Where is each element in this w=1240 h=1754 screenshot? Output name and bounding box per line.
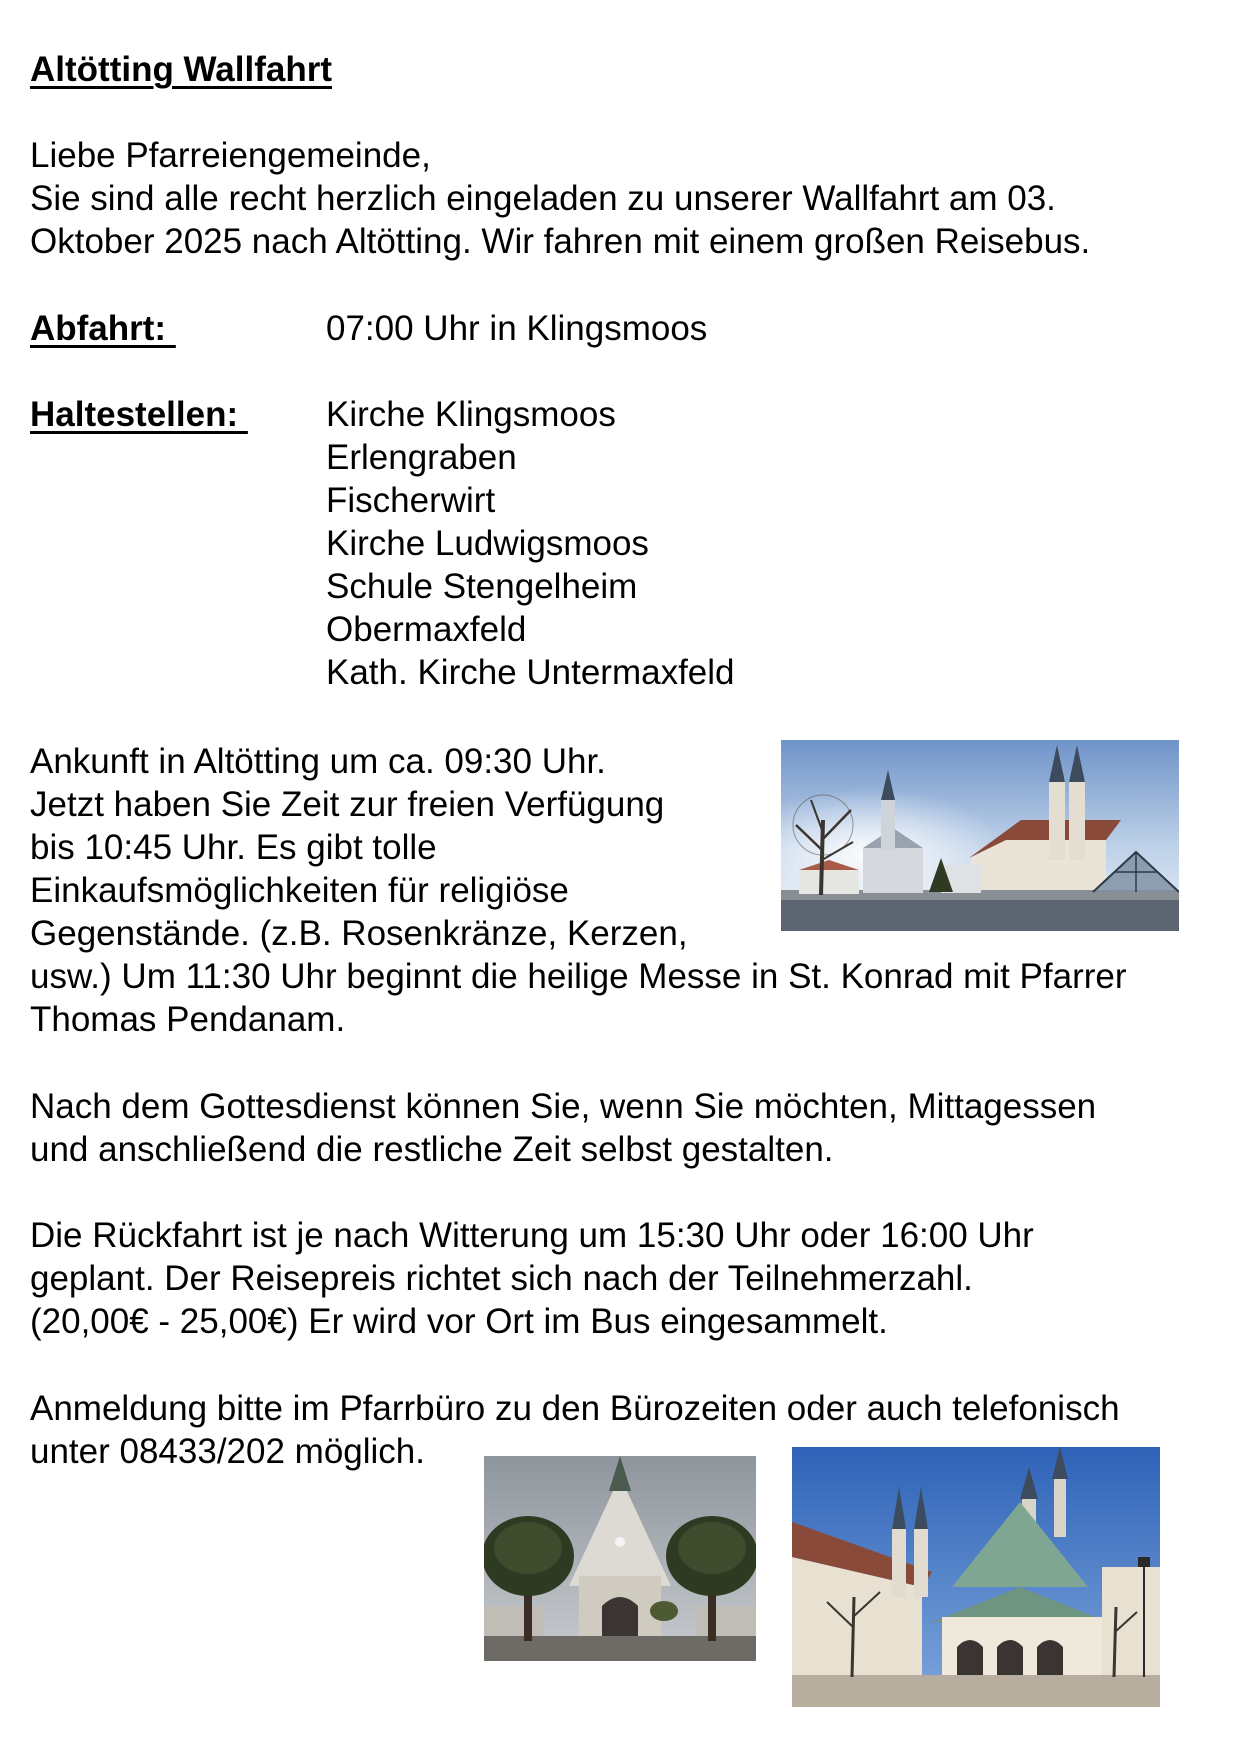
greeting <box>30 134 431 177</box>
stop-item: Obermaxfeld <box>326 610 527 649</box>
return-line: geplant. Der Reisepreis richtet sich nach der Teilnehmerzahl. <box>30 1259 973 1298</box>
photo-altoetting-square <box>781 740 1179 931</box>
stops-label-wrap <box>30 393 248 436</box>
arrival-line: Jetzt haben Sie Zeit zur freien Verfügung <box>30 785 665 824</box>
return-paragraph <box>30 1214 1034 1343</box>
arrival-line: Gegenstände. (z.B. Rosenkränze, Kerzen, <box>30 914 688 953</box>
stop-item: Fischerwirt <box>326 481 496 520</box>
return-line: Die Rückfahrt ist je nach Witterung um 15:30 Uhr oder 16:00 Uhr <box>30 1216 1034 1255</box>
stop-item: Kath. Kirche Untermaxfeld <box>326 653 735 692</box>
stops-list <box>326 393 735 694</box>
stop-item: Kirche Ludwigsmoos <box>326 524 649 563</box>
after-service-paragraph <box>30 1085 1096 1171</box>
arrival-line: Thomas Pendanam. <box>30 1000 346 1039</box>
registration-line: unter 08433/202 möglich. <box>30 1432 425 1471</box>
after-service-line: und anschließend die restliche Zeit selbst gestalten. <box>30 1130 834 1169</box>
arrival-line: usw.) Um 11:30 Uhr beginnt die heilige Messe in St. Konrad mit Pfarrer <box>30 957 1127 996</box>
photo-chapel-front <box>484 1456 756 1661</box>
registration-line: Anmeldung bitte im Pfarrbüro zu den Bürozeiten oder auch telefonisch <box>30 1389 1120 1428</box>
stop-item: Kirche Klingsmoos <box>326 395 616 434</box>
stop-item: Schule Stengelheim <box>326 567 638 606</box>
intro-paragraph <box>30 177 1090 263</box>
greeting-line: Liebe Pfarreiengemeinde, <box>30 136 431 175</box>
arrival-line: Ankunft in Altötting um ca. 09:30 Uhr. <box>30 742 606 781</box>
arrival-line: bis 10:45 Uhr. Es gibt tolle <box>30 828 437 867</box>
stops-label: Haltestellen: <box>30 395 248 434</box>
stop-item: Erlengraben <box>326 438 517 477</box>
intro-line: Sie sind alle recht herzlich eingeladen zu unserer Wallfahrt am 03. <box>30 179 1056 218</box>
departure-value-wrap <box>326 307 707 350</box>
departure-value: 07:00 Uhr in Klingsmoos <box>326 309 708 348</box>
departure-label: Abfahrt: <box>30 309 176 348</box>
departure-label-wrap <box>30 307 176 350</box>
document-title: Altötting Wallfahrt <box>30 50 332 89</box>
arrival-line: Einkaufsmöglichkeiten für religiöse <box>30 871 569 910</box>
after-service-line: Nach dem Gottesdienst können Sie, wenn Sie möchten, Mittagessen <box>30 1087 1097 1126</box>
return-line: (20,00€ - 25,00€) Er wird vor Ort im Bus eingesammelt. <box>30 1302 888 1341</box>
intro-line: Oktober 2025 nach Altötting. Wir fahren mit einem großen Reisebus. <box>30 222 1091 261</box>
photo-gnadenkapelle <box>792 1447 1160 1707</box>
